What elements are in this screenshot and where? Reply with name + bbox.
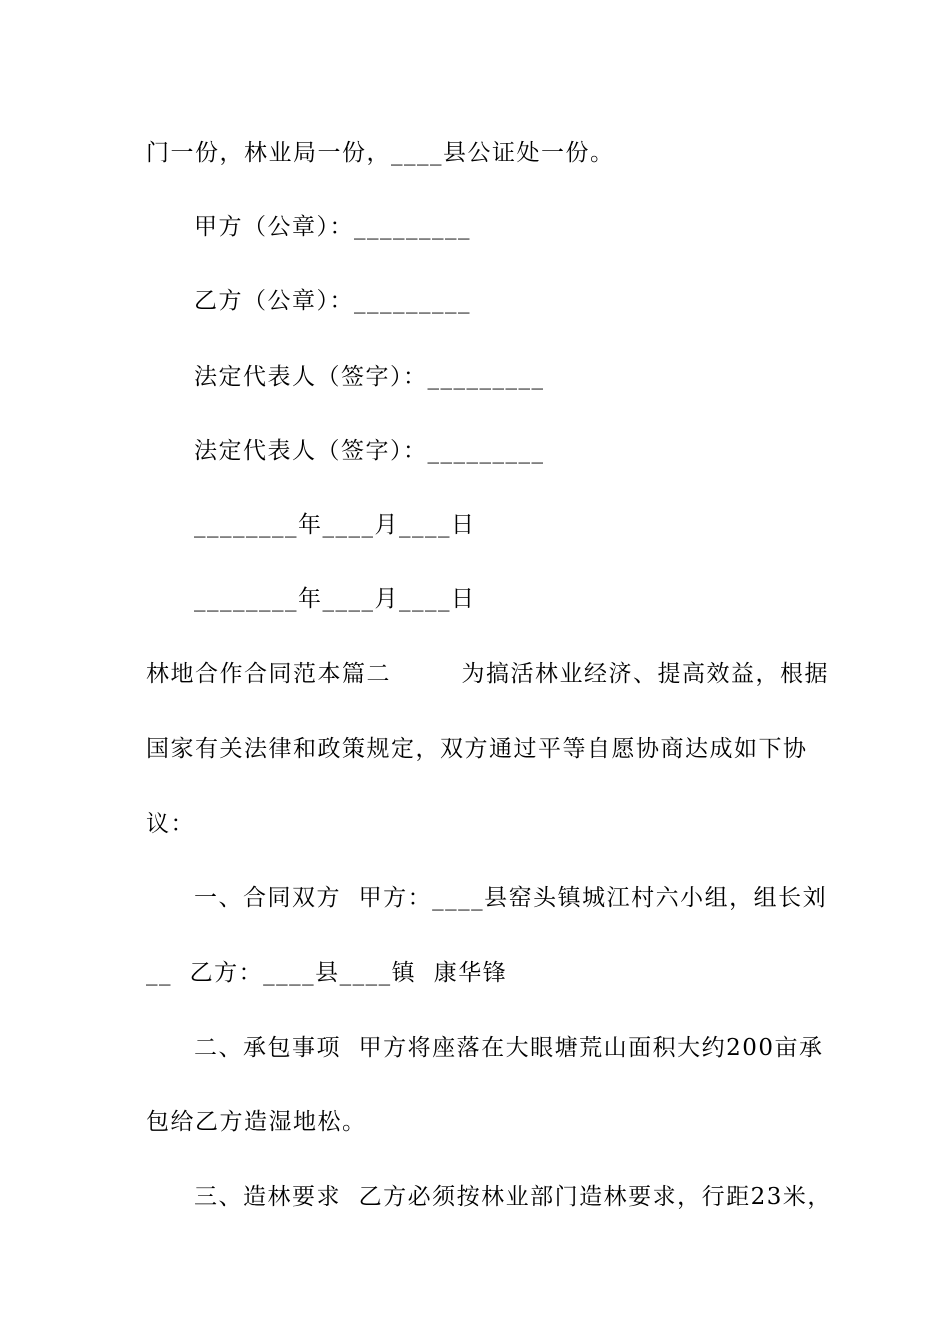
text-line-legal-rep-b: 法定代表人（签字）：_________ [194,438,545,464]
text-line-clause-3: 三、造林要求 乙方必须按林业部门造林要求，行距23米， [194,1184,832,1210]
text-line-date-b: ________年____月____日 [194,586,476,612]
text-line-preamble: 国家有关法律和政策规定，双方通过平等自愿协商达成如下协 [146,736,808,762]
text-line-legal-rep-a: 法定代表人（签字）：_________ [194,364,545,390]
text-line-copies: 门一份，林业局一份，____县公证处一份。 [146,140,615,166]
text-line-clause-2-cont: 包给乙方造湿地松。 [146,1109,367,1135]
text-line-party-a-seal: 甲方（公章）：_________ [194,214,471,240]
text-line-preamble-end: 议： [146,811,195,837]
text-line-party-b-seal: 乙方（公章）：_________ [194,288,471,314]
text-line-clause-1-cont: __ 乙方：____县____镇 康华锋 [146,960,508,986]
text-line-clause-2: 二、承包事项 甲方将座落在大眼塘荒山面积大约200亩承 [194,1035,824,1061]
text-line-clause-1: 一、合同双方 甲方：____县窑头镇城江村六小组，组长刘 [194,885,828,911]
text-line-section-title: 林地合作合同范本篇二 为搞活林业经济、提高效益，根据 [146,661,829,687]
text-line-date-a: ________年____月____日 [194,512,476,538]
